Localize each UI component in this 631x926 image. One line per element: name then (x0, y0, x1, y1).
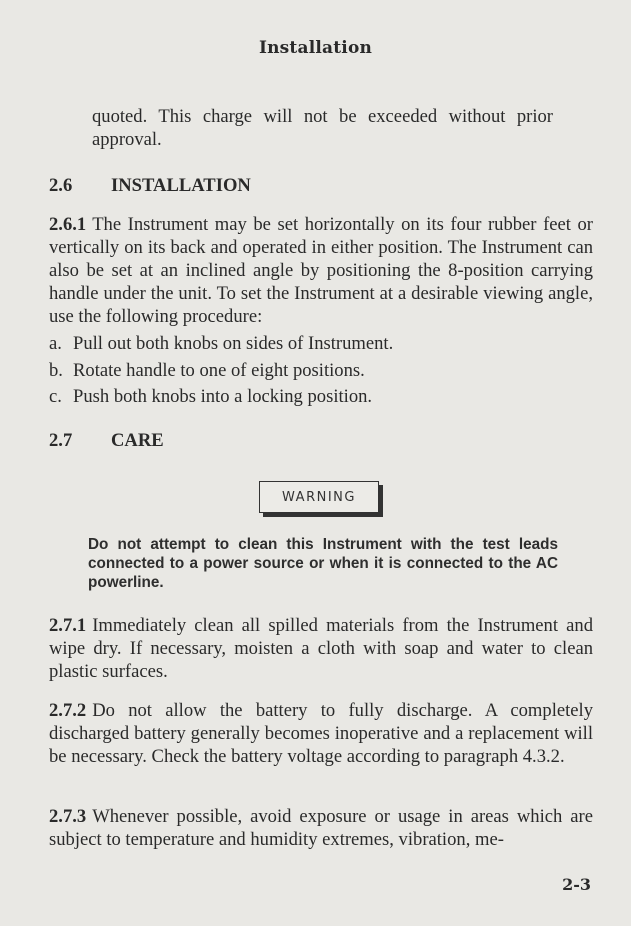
paragraph-number: 2.7.2 (49, 700, 87, 721)
procedure-step (49, 332, 593, 355)
paragraph-2-7-1 (49, 614, 593, 683)
section-number: 2.6 (49, 175, 73, 196)
step-marker: b. (49, 360, 63, 381)
section-number: 2.7 (49, 430, 73, 451)
step-text: Push both knobs into a locking position. (73, 386, 373, 407)
page-number: 2-3 (562, 875, 591, 894)
step-marker: c. (49, 386, 62, 407)
section-title: INSTALLATION (111, 175, 251, 196)
paragraph-number: 2.6.1 (49, 214, 87, 235)
section-heading-care (49, 430, 164, 452)
warning-text: Do not attempt to clean this Instrument with the test leads connected to a power source or when it is connected to the AC powerline. (88, 536, 558, 591)
warning-label-box: WARNING (259, 481, 379, 513)
step-text: Rotate handle to one of eight positions. (73, 360, 365, 381)
paragraph-2-6-1 (49, 213, 593, 328)
paragraph-text: Do not allow the battery to fully discharge. A completely discharged battery generally becomes inoperative and a replacement will be necessary. Check the battery voltage according to paragraph 4.3.2. (49, 700, 593, 767)
page-header: Installation (258, 38, 373, 58)
procedure-step (49, 359, 593, 382)
paragraph-2-7-2 (49, 699, 593, 768)
paragraph-number: 2.7.1 (49, 615, 87, 636)
paragraph-2-7-3 (49, 805, 593, 851)
paragraph-text: Immediately clean all spilled materials from the Instrument and wipe dry. If necessary, moisten a cloth with soap and water to clean plastic surfaces. (49, 615, 593, 682)
step-marker: a. (49, 333, 62, 354)
step-text: Pull out both knobs on sides of Instrument. (73, 333, 394, 354)
section-title: CARE (111, 430, 164, 451)
section-heading-installation (49, 175, 251, 197)
procedure-step (49, 385, 593, 408)
paragraph-text: The Instrument may be set horizontally on its four rubber feet or vertically on its back and operated in either position. The Instrument can also be set at an inclined angle by positioning the 8-position carrying handle under the unit. To set the Instrument at a desirable viewing angle, use the following procedure: (49, 214, 593, 327)
paragraph-number: 2.7.3 (49, 806, 87, 827)
paragraph-text: Whenever possible, avoid exposure or usage in areas which are subject to temperature and humidity extremes, vibration, me- (49, 806, 593, 850)
continued-paragraph: quoted. This charge will not be exceeded without prior approval. (92, 106, 553, 150)
